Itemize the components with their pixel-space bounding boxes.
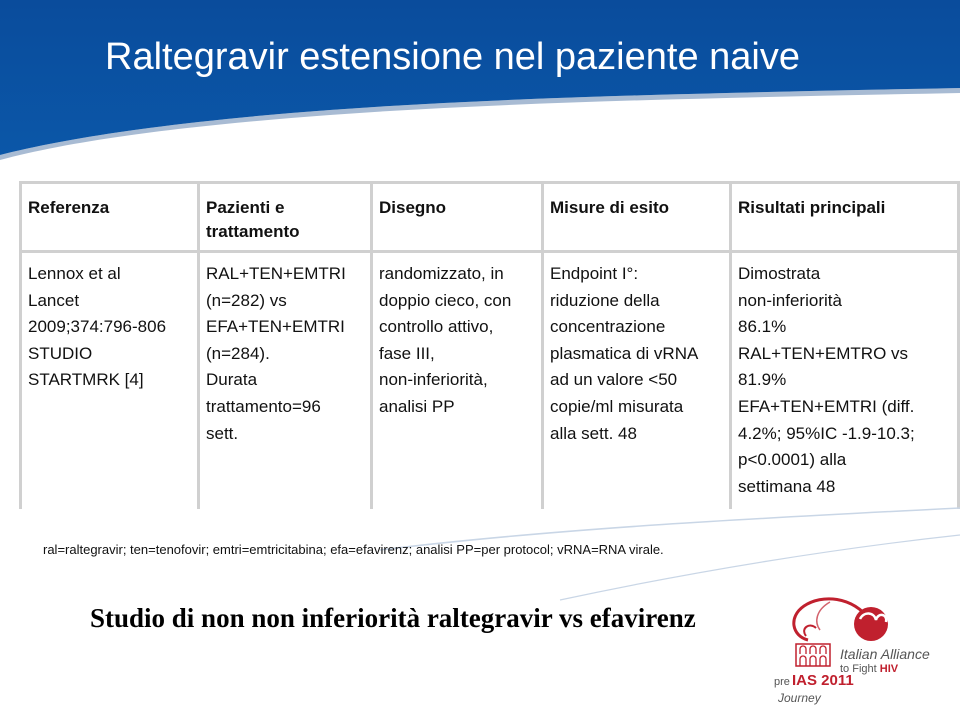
cell-line: doppio cieco, con <box>379 288 535 315</box>
study-table <box>19 181 960 509</box>
cell-line: 2009;374:796-806 <box>28 314 191 341</box>
cell-line: riduzione della <box>550 288 723 315</box>
header-text: Misure di esito <box>550 196 723 220</box>
cell-line: Dimostrata <box>738 261 951 288</box>
cell-risultati <box>731 252 959 510</box>
colosseum-icon <box>796 644 830 666</box>
header-banner <box>0 0 960 160</box>
logo-journey: Journey <box>778 691 821 705</box>
cell-line: EFA+TEN+EMTRI (diff. <box>738 394 951 421</box>
cell-line: STUDIO <box>28 341 191 368</box>
subtitle: Studio di non non inferiorità raltegravir vs efavirenz <box>90 603 696 634</box>
cell-line: analisi PP <box>379 394 535 421</box>
cell-misure <box>543 252 731 510</box>
cell-line: sett. <box>206 421 364 448</box>
cell-line: (n=282) vs <box>206 288 364 315</box>
cell-line: Durata <box>206 367 364 394</box>
cell-line: RAL+TEN+EMTRO vs <box>738 341 951 368</box>
header-misure <box>543 183 731 252</box>
cell-line: fase III, <box>379 341 535 368</box>
header-background <box>0 0 960 160</box>
study-table-container <box>19 181 960 509</box>
slide-title: Raltegravir estensione nel paziente naive <box>105 36 800 79</box>
cell-line: randomizzato, in <box>379 261 535 288</box>
cell-line: 81.9% <box>738 367 951 394</box>
cell-referenza <box>21 252 199 510</box>
table-row <box>21 252 960 510</box>
cell-line: Endpoint I°: <box>550 261 723 288</box>
header-disegno <box>372 183 543 252</box>
cell-line: p<0.0001) alla <box>738 447 951 474</box>
header-text: Disegno <box>379 196 535 220</box>
cell-line: non-inferiorità, <box>379 367 535 394</box>
cell-line: trattamento=96 <box>206 394 364 421</box>
cell-pazienti <box>199 252 372 510</box>
header-text: Risultati principali <box>738 196 951 220</box>
table-header-row <box>21 183 960 252</box>
logo-event: IAS 2011 <box>792 672 854 689</box>
header-text: Pazienti e <box>206 196 364 220</box>
cell-line: plasmatica di vRNA <box>550 341 723 368</box>
header-pazienti <box>199 183 372 252</box>
logo-line1: Italian Alliance <box>840 646 930 662</box>
header-text: trattamento <box>206 220 364 244</box>
cell-line: RAL+TEN+EMTRI <box>206 261 364 288</box>
cell-line: concentrazione <box>550 314 723 341</box>
cell-disegno <box>372 252 543 510</box>
logo-line2-text: to Fight <box>840 663 877 675</box>
cell-line: ad un valore <50 <box>550 367 723 394</box>
footnote: ral=raltegravir; ten=tenofovir; emtri=emtricitabina; efa=efavirenz; analisi PP=per protocol; vRNA=RNA virale. <box>43 542 664 557</box>
cell-line: Lennox et al <box>28 261 191 288</box>
header-risultati <box>731 183 959 252</box>
cell-line: non-inferiorità <box>738 288 951 315</box>
cell-line: EFA+TEN+EMTRI <box>206 314 364 341</box>
logo-pre: pre <box>774 676 790 688</box>
cell-line: alla sett. 48 <box>550 421 723 448</box>
italian-alliance-logo <box>770 592 960 720</box>
cell-line: Lancet <box>28 288 191 315</box>
cell-line: (n=284). <box>206 341 364 368</box>
header-referenza <box>21 183 199 252</box>
header-text: Referenza <box>28 196 191 220</box>
cell-line: settimana 48 <box>738 474 951 501</box>
cell-line: STARTMRK [4] <box>28 367 191 394</box>
cell-line: 4.2%; 95%IC -1.9-10.3; <box>738 421 951 448</box>
cell-line: copie/ml misurata <box>550 394 723 421</box>
logo-hiv: HIV <box>880 663 898 675</box>
cell-line: 86.1% <box>738 314 951 341</box>
cell-line: controllo attivo, <box>379 314 535 341</box>
